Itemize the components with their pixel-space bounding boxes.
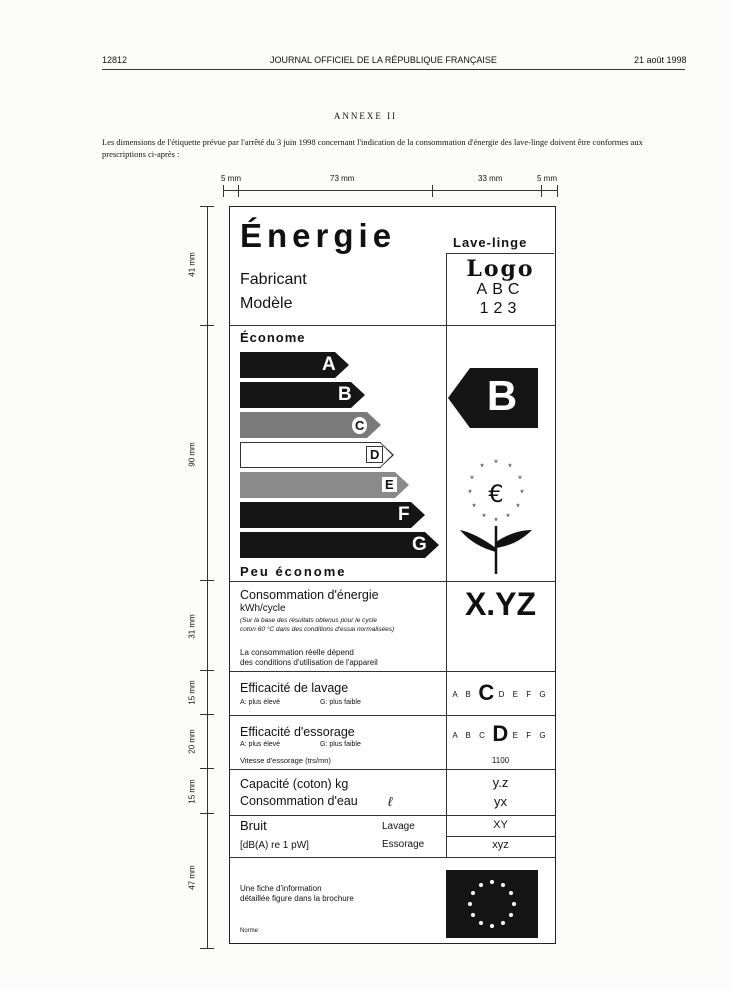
svg-text:*: * <box>470 474 474 484</box>
washing-scale <box>446 680 555 706</box>
dim-left-4: 15 mm <box>187 680 197 705</box>
washing-scale-after: D E F G <box>498 690 549 700</box>
logo-abc: ABC <box>476 281 525 298</box>
dim-top-1: 5 mm <box>221 174 241 183</box>
annexe-title: ANNEXE II <box>333 111 398 121</box>
spin-speed-label: Vitesse d'essorage (trs/mn) <box>240 756 331 765</box>
energy-note-line2: coton 60 °C dans des conditions d'essai normalisées) <box>240 626 395 633</box>
capacity-water-section <box>230 769 555 816</box>
spin-scale-after: E F G <box>512 731 549 741</box>
svg-text:*: * <box>518 474 522 484</box>
logo-box <box>446 253 554 326</box>
energy-note-line1: (Sur la base des résultats obtenus pour le cycle <box>240 617 377 624</box>
spin-scale-high: A: plus élevé <box>240 741 281 748</box>
washing-scale-high: A: plus élevé <box>240 699 281 706</box>
label-title: Énergie <box>240 217 397 254</box>
class-section <box>230 325 555 582</box>
intro-paragraph: Les dimensions de l'étiquette prévue par l'arrêté du 3 juin 1998 concernant l'indication de la consommation d'énergie des lave-linge doivent être conformes aux prescriptions ci-après : <box>102 137 643 159</box>
energy-consumption-unit: kWh/cycle <box>240 603 286 614</box>
svg-text:*: * <box>480 462 484 472</box>
dim-top-4: 5 mm <box>537 174 557 183</box>
eu-flower-icon <box>452 456 542 576</box>
washing-efficiency-title: Efficacité de lavage <box>240 681 349 695</box>
class-letter-c: C <box>352 417 367 434</box>
journal-title: JOURNAL OFFICIEL DE LA RÉPUBLIQUE FRANÇAISE <box>270 55 497 65</box>
non-economic-label: Peu économe <box>240 564 347 579</box>
manufacturer-label: Fabricant <box>240 271 307 288</box>
logo-123: 123 <box>479 300 522 317</box>
eu-flag-icon <box>446 870 538 938</box>
svg-text:*: * <box>468 488 472 498</box>
svg-text:*: * <box>516 502 520 512</box>
svg-text:*: * <box>506 512 510 522</box>
svg-text:*: * <box>508 462 512 472</box>
class-letter-f: F <box>398 504 410 525</box>
noise-unit: [dB(A) re 1 pW] <box>240 840 309 851</box>
class-letter-a: A <box>322 354 336 375</box>
class-letter-g: G <box>412 534 427 555</box>
dim-left-7: 47 mm <box>187 865 197 890</box>
svg-text:*: * <box>494 516 498 526</box>
noise-wash-value: XY <box>493 819 508 831</box>
spin-rated-class: D <box>492 721 509 746</box>
header-rule <box>102 69 685 70</box>
footer-line1: Une fiche d'information <box>240 884 322 893</box>
dim-left-2: 90 mm <box>187 442 197 467</box>
washing-scale-before: A B <box>452 690 474 700</box>
noise-wash-label: Lavage <box>382 821 415 832</box>
washing-scale-low: G: plus faible <box>320 699 361 706</box>
dim-top-2: 73 mm <box>330 174 355 183</box>
logo-text: Logo <box>466 256 535 282</box>
washing-efficiency-section <box>230 671 555 716</box>
page-number: 12812 <box>102 55 128 65</box>
dim-left-1: 41 mm <box>187 252 197 277</box>
spin-speed-value: 1100 <box>491 756 510 765</box>
energy-consumption-title: Consommation d'énergie <box>240 588 379 602</box>
spin-efficiency-section <box>230 715 555 770</box>
footer-line2: détaillée figure dans la brochure <box>240 894 354 903</box>
capacity-title: Capacité (coton) kg <box>240 777 349 791</box>
svg-text:*: * <box>482 512 486 522</box>
dim-top-3: 33 mm <box>478 174 503 183</box>
capacity-value: y.z <box>492 775 509 790</box>
footer-norm: Norme <box>240 928 259 934</box>
rated-class-letter: B <box>486 372 518 419</box>
class-letter-b: B <box>338 384 352 405</box>
noise-title: Bruit <box>240 818 267 833</box>
appliance-type: Lave-linge <box>453 235 528 250</box>
dim-left-3: 31 mm <box>187 614 197 639</box>
svg-text:*: * <box>520 488 524 498</box>
water-unit: ℓ <box>388 794 393 809</box>
energy-real-line2: des conditions d'utilisation de l'appareil <box>240 658 378 667</box>
spin-scale-before: A B C <box>452 731 488 741</box>
rated-class-arrow <box>448 368 538 428</box>
model-label: Modèle <box>240 295 293 312</box>
spin-scale <box>446 721 555 747</box>
dim-left-5: 20 mm <box>187 729 197 754</box>
footer-section <box>230 857 555 944</box>
spin-efficiency-title: Efficacité d'essorage <box>240 725 355 739</box>
energy-label <box>229 206 556 944</box>
class-letter-d: D <box>366 446 383 463</box>
dim-left-6: 15 mm <box>187 779 197 804</box>
energy-real-line1: La consommation réelle dépend <box>240 648 354 657</box>
svg-text:*: * <box>494 458 498 468</box>
spin-scale-low: G: plus faible <box>320 741 361 748</box>
page-date: 21 août 1998 <box>634 55 687 65</box>
noise-spin-label: Essorage <box>382 839 425 850</box>
energy-consumption-section <box>230 581 555 672</box>
washing-rated-class: C <box>478 680 495 705</box>
energy-consumption-value: X.YZ <box>464 586 537 622</box>
noise-section <box>230 815 555 858</box>
svg-text:€: € <box>488 480 504 508</box>
economic-label: Économe <box>240 330 306 345</box>
water-value: yx <box>494 794 507 809</box>
svg-text:*: * <box>472 502 476 512</box>
noise-spin-value: xyz <box>492 839 509 851</box>
water-title: Consommation d'eau <box>240 794 358 808</box>
class-letter-e: E <box>382 477 397 492</box>
